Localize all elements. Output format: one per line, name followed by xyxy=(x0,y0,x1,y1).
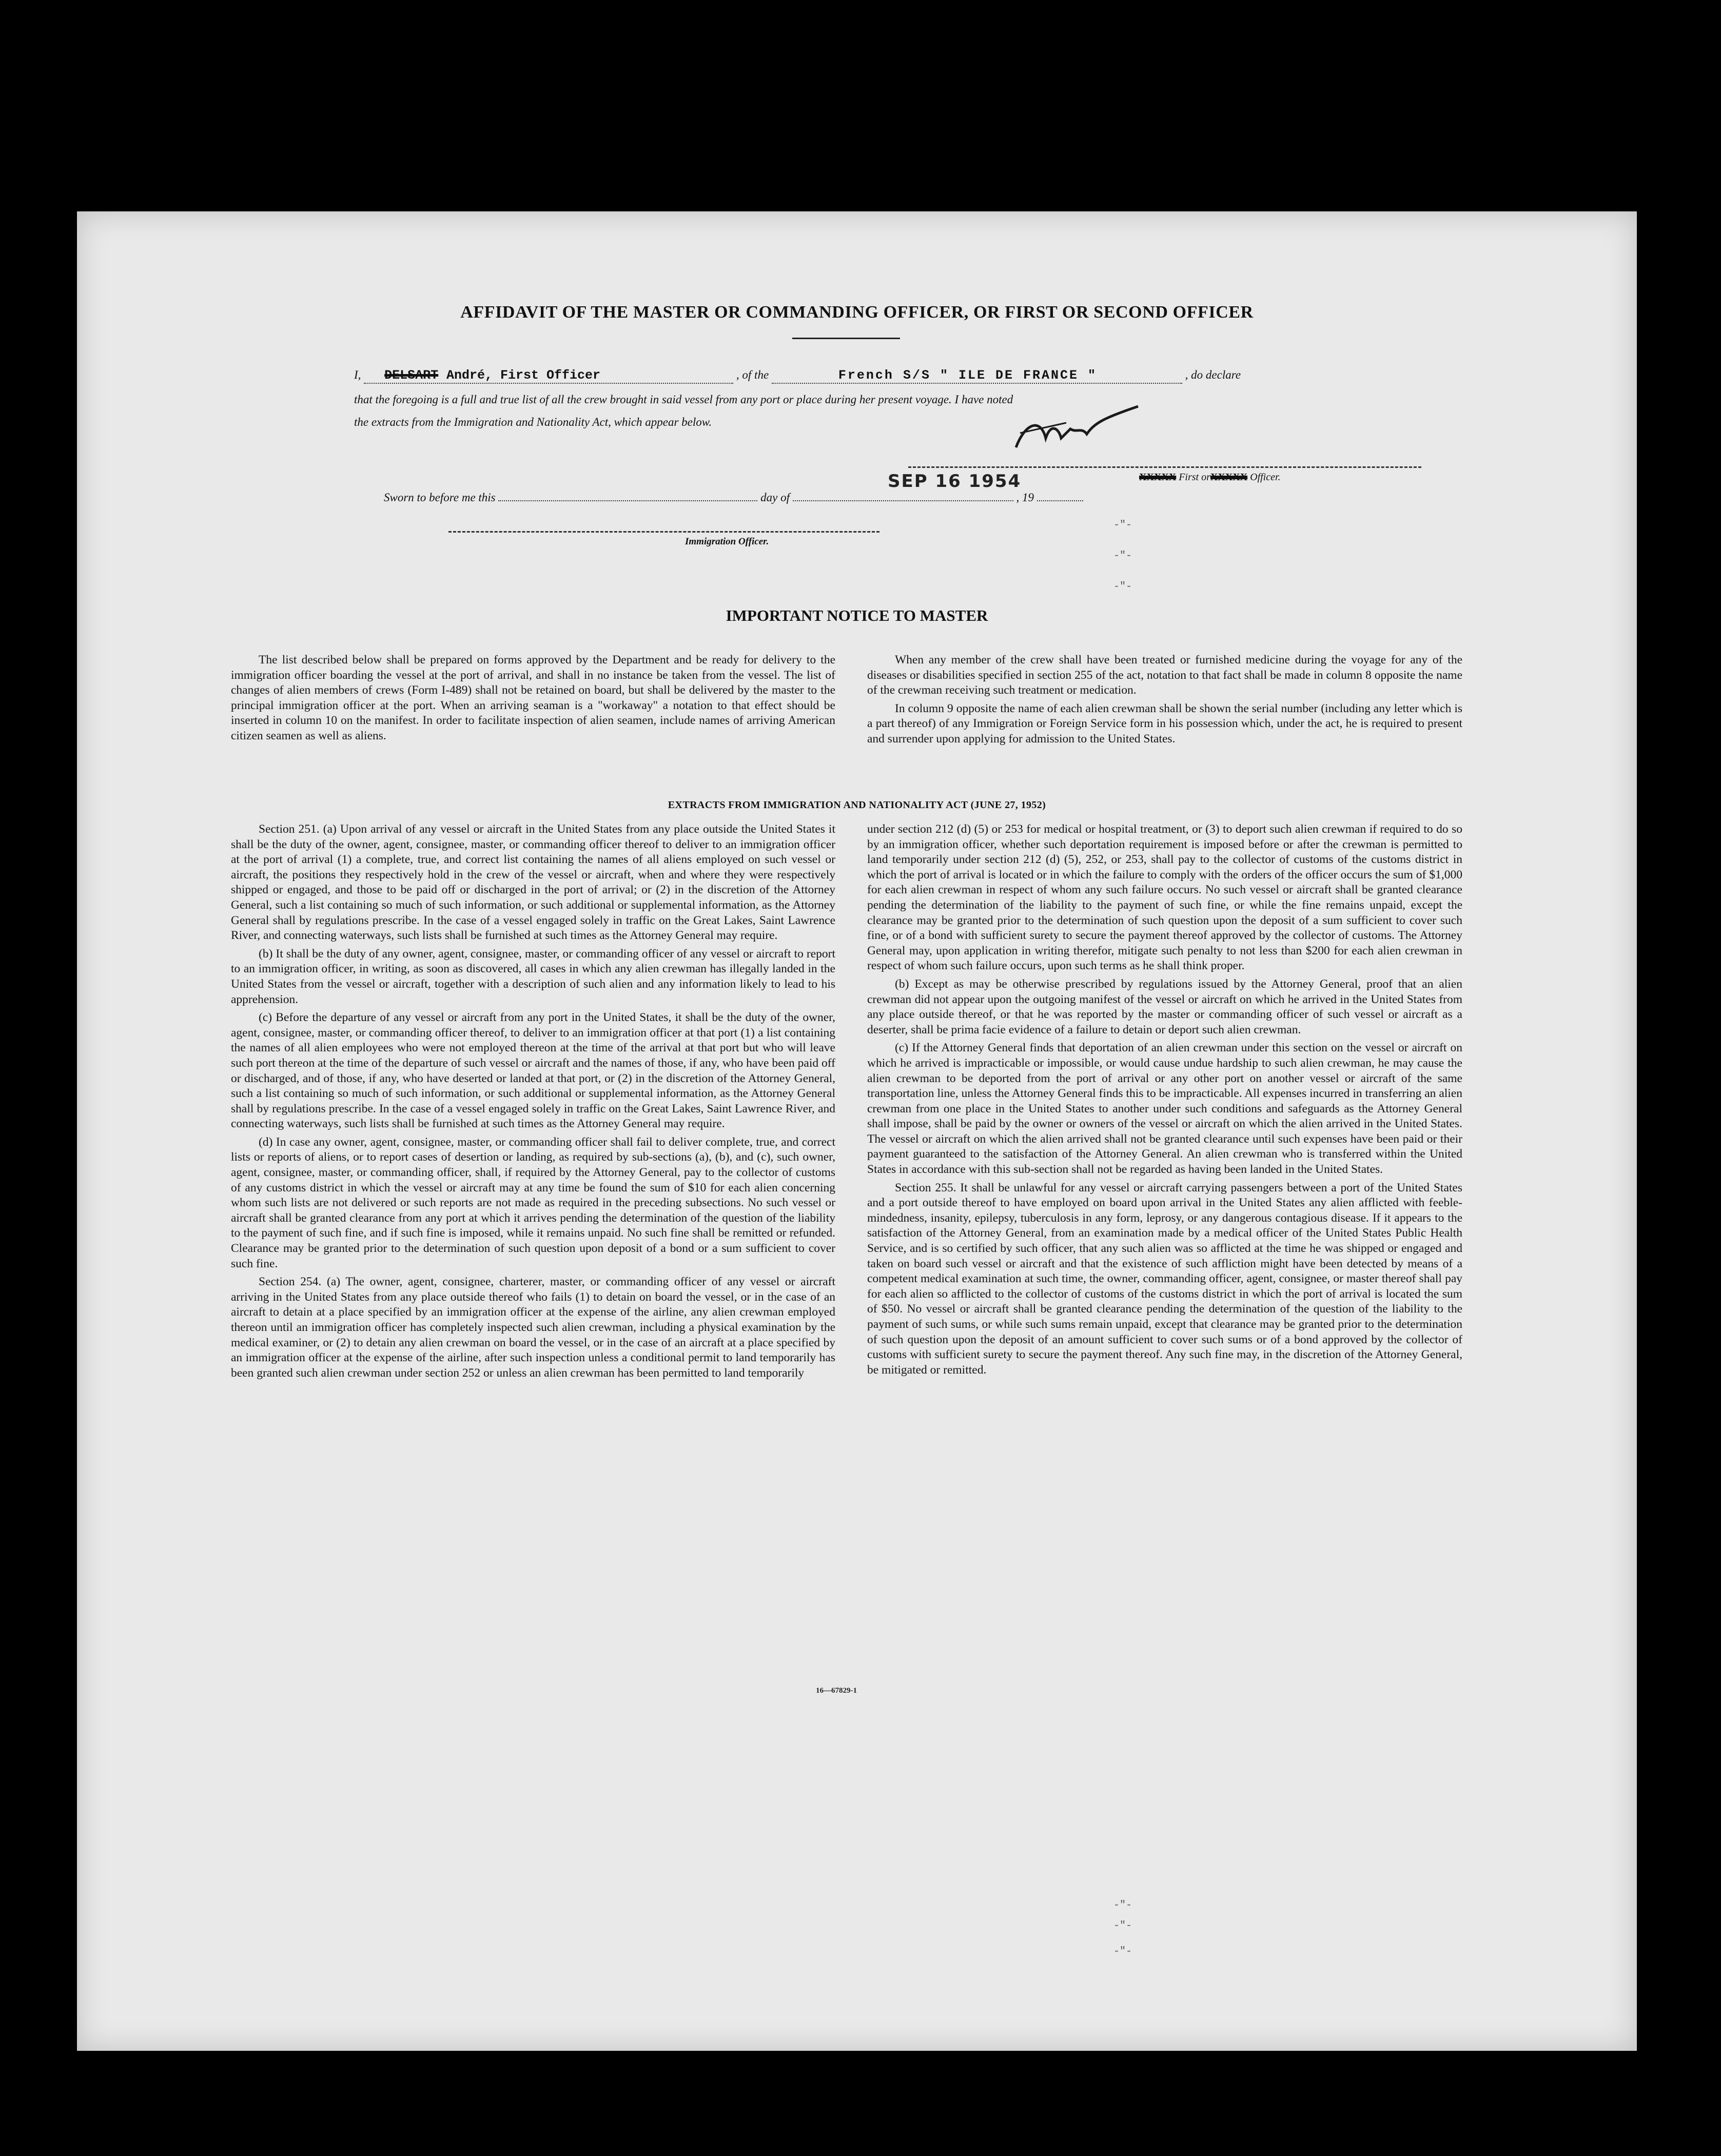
notice-title: IMPORTANT NOTICE TO MASTER xyxy=(726,606,988,624)
immigration-officer-rule xyxy=(448,531,879,533)
extract-paragraph: Section 254. (a) The owner, agent, consignee, charterer, master, or commanding officer of any vessel or aircraft arriving in the United States from any place outside thereof who fails (1) to detain on board the vessel, or in the case of an aircraft to detain at a place specified by an immigration officer at the expense of the airline, any alien crewman employed thereon until an immigration officer has completely inspected such alien crewman, including a physical examination by the medical examiner, or (2) to detain any alien crewman on board the vessel, or in the case of an aircraft at a place specified by an immigration officer at the expense of the airline, after such inspection unless a conditional permit to land temporarily has been granted such alien crewman under section 252 or unless an alien crewman has been permitted to land temporarily xyxy=(231,1275,835,1380)
struck-title-1: XXXXX xyxy=(1139,472,1177,483)
ditto-mark: -"- xyxy=(1113,519,1132,531)
declaration-body-2: the extracts from the Immigration and Nationality Act, which appear below. xyxy=(354,416,712,428)
officer-label: Officer. xyxy=(1250,472,1281,483)
sworn-month-field xyxy=(793,500,1013,501)
extract-paragraph: Section 251. (a) Upon arrival of any vessel or aircraft in the United States from any place outside the United States it shall be the duty of the owner, agent, consignee, master, or commanding officer thereof to deliver to an immigration officer at the port of arrival (1) a complete, true, and correct list containing the names of all aliens employed on such vessel or aircraft, the positions they respectively hold in the crew of the vessel or aircraft, when and where they were respectively shipped or engaged, and those to be paid off or discharged in the port of arrival; or (2) in the discretion of the Attorney General, such a list containing so much of such information, or such additional or supplemental information, as the Attorney General shall by regulations prescribe. In the case of a vessel engaged solely in traffic on the Great Lakes, Saint Lawrence River, and connecting waterways, such lists shall be furnished at such times as the Attorney General may require. xyxy=(231,822,835,943)
officer-signature xyxy=(1010,402,1143,459)
sworn-day-field xyxy=(498,500,757,501)
extracts-right-column xyxy=(867,822,1462,1381)
declarant-name-struck: DELSART xyxy=(384,368,439,383)
declaration-line xyxy=(354,368,1241,384)
notice-right-paragraph-1: When any member of the crew shall have been treated or furnished medicine during the voyage for any of the diseases or disabilities specified in section 255 of the act, notation to that fact shall be made in column 8 opposite the name of the crewman receiving such treatment or medication. xyxy=(867,653,1462,697)
notice-right-paragraph-2: In column 9 opposite the name of each alien crewman shall be shown the serial number (including any letter which is a part thereof) of any Immigration or Foreign Service form in his possession which, under the act, he is required to present and surrender upon applying for admission to the United States. xyxy=(867,701,1462,746)
extract-paragraph: Section 255. It shall be unlawful for any vessel or aircraft carrying passengers between a port of the United States and a port outside thereof to have employed on board upon arrival in the United States any alien afflicted with feeble-mindedness, insanity, epilepsy, tuberculosis in any form, leprosy, or any dangerous contagious disease. If it appears to the satisfaction of the Attorney General, from an examination made by a medical officer of the United States Public Health Service, and is so certified by such officer, that any such alien was so afflicted at the time he was shipped or engaged and taken on board such vessel or aircraft and that the existence of such affliction might have been detected by means of a competent medical examination at such time, the owner, commanding officer, agent, consignee, or master thereof shall pay for each alien so afflicted to the collector of customs of the customs district in which the port of arrival is located the sum of $50. No vessel or aircraft shall be granted clearance pending the determination of the question of the liability to the payment of such sums, or while such sums remain unpaid, except that clearance may be granted prior to the determination of such question upon the deposit of an amount sufficient to cover such sums or of a bond approved by the collector of customs with sufficient surety to secure the payment thereof. Any such fine may, in the discretion of the Attorney General, be mitigated or remitted. xyxy=(867,1181,1462,1377)
extracts-title: EXTRACTS FROM IMMIGRATION AND NATIONALITY ACT (JUNE 27, 1952) xyxy=(668,799,1046,811)
vessel-name: French S/S " ILE DE FRANCE " xyxy=(838,368,1097,383)
sworn-year-field xyxy=(1037,500,1083,501)
immigration-officer-label: Immigration Officer. xyxy=(685,536,769,547)
declaration-body-1: that the foregoing is a full and true list of all the crew brought in said vessel from any port or place during her present voyage. I have noted xyxy=(354,393,1013,406)
declarant-name: André, First Officer xyxy=(446,368,601,383)
extract-paragraph: (c) If the Attorney General finds that deportation of an alien crewman under this section on the vessel or aircraft on which he arrived is impracticable or impossible, or would cause undue hardship to such alien crewman, he may cause the alien crewman to be deported from the port of arrival or any other port on another vessel or aircraft of the same transportation line, unless the Attorney General finds this to be impracticable. All expenses incurred in transferring an alien crewman from one place in the United States to another under such conditions and safeguards as the Attorney General shall impose, shall be paid by the owner or owners of the vessel or aircraft on which the alien arrived in the United States. The vessel or aircraft on which the alien arrived shall not be granted clearance until such expenses have been paid or their payment guaranteed to the satisfaction of the Attorney General. An alien crewman who is transferred within the United States in accordance with this sub-section shall not be regarded as having been landed in the United States. xyxy=(867,1041,1462,1177)
ditto-mark: -"- xyxy=(1113,581,1132,593)
sworn-line xyxy=(384,491,1083,504)
vessel-field xyxy=(772,368,1182,384)
ditto-mark: -"- xyxy=(1113,1920,1132,1932)
notice-left-paragraph: The list described below shall be prepared on forms approved by the Department and be ready for delivery to the immigration officer boarding the vessel at the port of arrival, and shall in no instance be taken from the vessel. The list of changes of alien members of crews (Form I-489) shall not be retained on board, but shall be delivered by the master to the principal immigration officer at the port. When an arriving seaman is a "workaway" a notation to that effect should be inserted in column 10 on the manifest. In order to facilitate inspection of alien seamen, include names of arriving American citizen seamen as well as aliens. xyxy=(231,653,835,742)
of-the-label: , of the xyxy=(736,368,769,381)
affidavit-title: AFFIDAVIT OF THE MASTER OR COMMANDING OFFICER, OR FIRST OR SECOND OFFICER xyxy=(460,303,1254,322)
title-rule xyxy=(792,338,900,339)
do-declare-label: , do declare xyxy=(1185,368,1241,381)
struck-title-2: XXXXX xyxy=(1210,472,1248,483)
notice-left-column xyxy=(231,653,835,747)
officer-signature-rule xyxy=(908,466,1421,468)
officer-title-line xyxy=(1139,472,1281,483)
form-number: 16—67829-1 xyxy=(816,1687,857,1695)
declarant-field xyxy=(364,368,733,384)
first-or-label: First or xyxy=(1179,472,1210,483)
extract-paragraph: (d) In case any owner, agent, consignee, master, or commanding officer shall fail to deliver complete, true, and correct lists or reports of aliens, or to report cases of desertion or landing, as required by sub-sections (a), (b), and (c), such owner, agent, consignee, master, or commanding officer, shall, if required by the Attorney General, pay to the collector of customs of any customs district in which the vessel or aircraft may at any time be found the sum of $10 for each alien concerning whom such lists are not delivered or such reports are not made as required in the preceding subsections. No such vessel or aircraft shall be granted clearance from any port at which it arrives pending the determination of the question of the liability to the payment of such fine, and if such fine is imposed, while it remains unpaid. No such fine shall be remitted or refunded. Clearance may be granted prior to the determination of such question upon deposit of a bond or a sum sufficient to cover such fine. xyxy=(231,1135,835,1270)
date-stamp: SEP 16 1954 xyxy=(888,471,1022,492)
extract-paragraph: (c) Before the departure of any vessel or aircraft from any port in the United States, it shall be the duty of the owner, agent, consignee, master, or commanding officer thereof, to deliver to an immigration officer at that port (1) a list containing the names of all alien employees who were not employed thereon at the time of the arrival at that port but who will leave such port thereon at the time of the departure of such vessel or aircraft and the names of those, if any, who have been paid off or discharged, and of those, if any, who have deserted or landed at that port, or (2) in the discretion of the Attorney General, such a list containing so much of such information, or such additional or supplemental information, as the Attorney General shall by regulations prescribe. In the case of a vessel engaged solely in traffic on the Great Lakes, Saint Lawrence River, and connecting waterways, such lists shall be furnished at such times as the Attorney General may require. xyxy=(231,1011,835,1131)
day-of-label: day of xyxy=(760,491,790,504)
declaration-prefix: I, xyxy=(354,368,361,381)
notice-right-column xyxy=(867,653,1462,750)
sworn-label: Sworn to before me this xyxy=(384,491,496,504)
ditto-mark: -"- xyxy=(1113,550,1132,562)
affidavit-sheet xyxy=(77,211,1637,2051)
extract-paragraph: under section 212 (d) (5) or 253 for medical or hospital treatment, or (3) to deport such alien crewman if required to do so by an immigration officer, whether such deportation requirement is imposed before or after the crewman is permitted to land temporarily under section 212 (d) (5), 252, or 253, shall pay to the collector of customs of the customs district in which the port of arrival is located or in which the failure to comply with the orders of the officer occurs the sum of $1,000 for each alien crewman in respect of whom any such failure occurs. No such vessel or aircraft shall be granted clearance pending the determination of the liability to the payment of such fine, or while the fine remains unpaid, except the clearance may be granted prior to the determination of such question upon the deposit of a sum sufficient to cover such fine, or of a bond with sufficient surety to secure the payment thereof approved by the collector of customs. The Attorney General may, upon application in writing therefor, mitigate such penalty to not less than $200 for each alien crewman in respect of whom such failure occurs, upon such terms as he shall think proper. xyxy=(867,822,1462,973)
ditto-mark: -"- xyxy=(1113,1899,1132,1911)
year-label: , 19 xyxy=(1016,491,1034,504)
ditto-mark: -"- xyxy=(1113,1946,1132,1957)
extracts-left-column xyxy=(231,822,835,1384)
extract-paragraph: (b) Except as may be otherwise prescribed by regulations issued by the Attorney General, proof that an alien crewman did not appear upon the outgoing manifest of the vessel or aircraft on which he arrived in the United States from any place outside thereof, or that he was reported by the master or commanding officer of such vessel or aircraft as a deserter, shall be prima facie evidence of a failure to detain or deport such alien crewman. xyxy=(867,977,1462,1036)
extract-paragraph: (b) It shall be the duty of any owner, agent, consignee, master, or commanding officer of any vessel or aircraft to report to an immigration officer, in writing, as soon as discovered, all cases in which any alien crewman has illegally landed in the United States from the vessel or aircraft, together with a description of such alien and any information likely to lead to his apprehension. xyxy=(231,947,835,1006)
